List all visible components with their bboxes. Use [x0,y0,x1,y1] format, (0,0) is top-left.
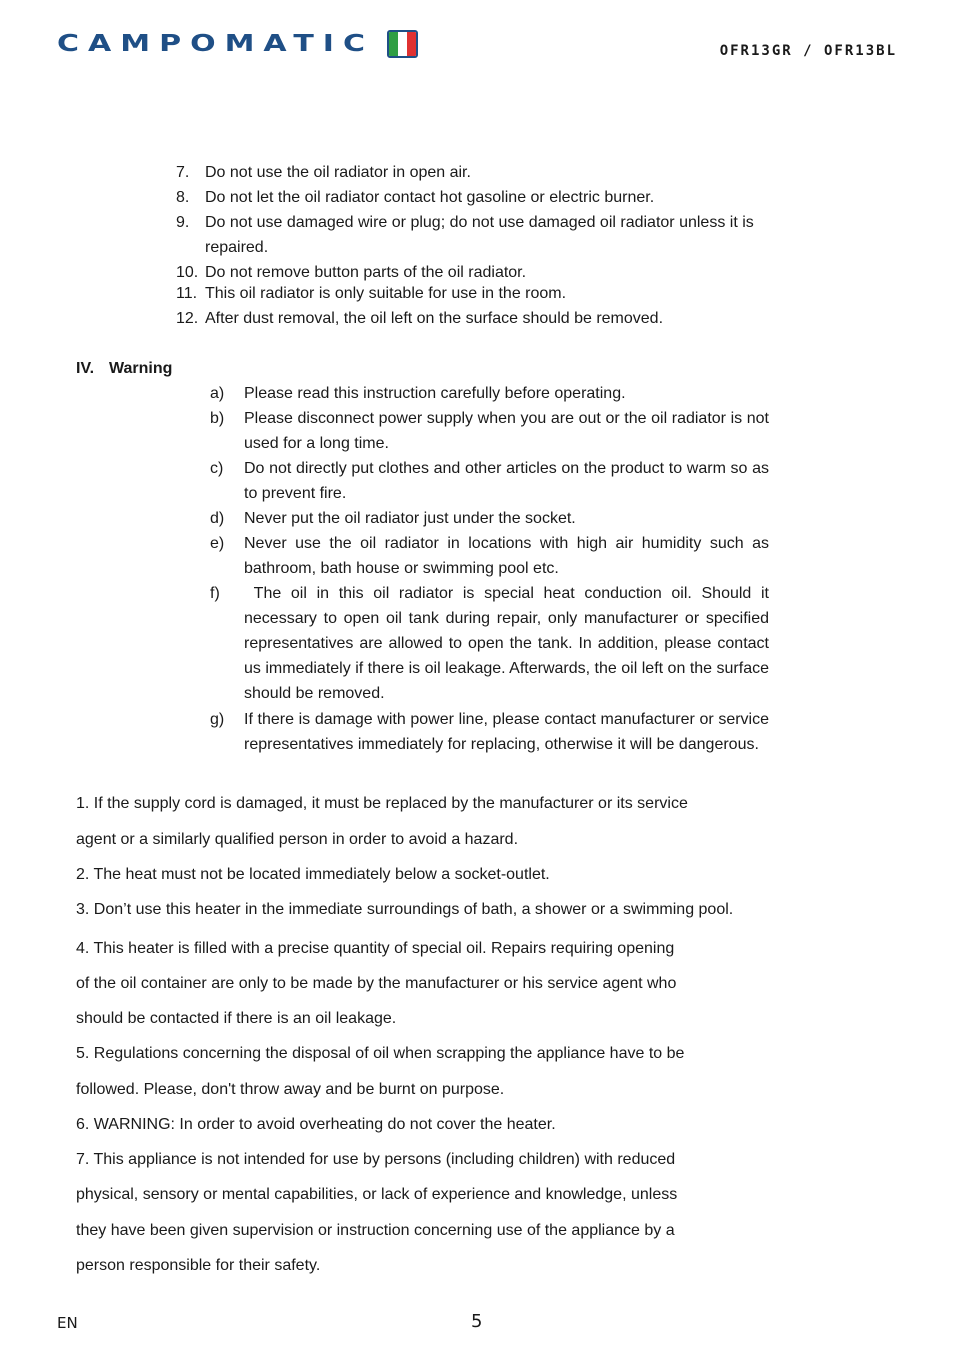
warning-list [210,381,774,757]
paragraph-line: person responsible for their safety. [76,1257,321,1274]
paragraph-line: 7. This appliance is not intended for use by persons (including children) with reduced [76,1151,676,1168]
list-item: f) The oil in this oil radiator is special heat conduction oil. Should it necessary to open oil tank during repair, only manufacturer or specified representatives are allowed to open the tank. In addition, please contact us immediately if there is oil leakage. Afterwards, the oil left on the surface should be removed. [210,585,774,702]
brand-logo [57,28,419,60]
paragraph-line: 2. The heat must not be located immediately below a socket-outlet. [76,866,550,883]
list-item: 7. Do not use the oil radiator in open air. [176,164,471,181]
footer-language: EN [57,1314,78,1332]
flag-stripe-green [389,32,398,56]
list-item: d) Never put the oil radiator just under the socket. [210,510,576,527]
paragraph-line: should be contacted if there is an oil leakage. [76,1010,397,1027]
safety-list [176,160,776,331]
paragraph-line: 1. If the supply cord is damaged, it must be replaced by the manufacturer or its service [76,795,688,812]
paragraph-line: 4. This heater is filled with a precise quantity of special oil. Repairs requiring opening [76,940,675,957]
brand-name: CAMPOMATIC [57,29,374,58]
list-item: b) Please disconnect power supply when you are out or the oil radiator is not used for a long time. [210,410,769,452]
paragraph-line: of the oil container are only to be made by the manufacturer or his service agent who [76,975,677,992]
list-item: 8. Do not let the oil radiator contact hot gasoline or electric burner. [176,189,655,206]
paragraph-line: 6. WARNING: In order to avoid overheating do not cover the heater. [76,1116,556,1133]
italian-flag-icon [387,30,418,58]
paragraph-line: 5. Regulations concerning the disposal of oil when scrapping the appliance have to be [76,1045,685,1062]
list-item: 9. Do not use damaged wire or plug; do not use damaged oil radiator unless it is repaired. [176,214,754,256]
section-heading-warning: IV. Warning [76,360,173,377]
paragraph-line: agent or a similarly qualified person in order to avoid a hazard. [76,831,519,848]
paragraph-line: they have been given supervision or instruction concerning use of the appliance by a [76,1222,675,1239]
list-item: c) Do not directly put clothes and other articles on the product to warm so as to prevent fire. [210,460,769,502]
list-item: e) Never use the oil radiator in locations with high air humidity such as bathroom, bath house or swimming pool etc. [210,535,769,577]
model-number: OFR13GR / OFR13BL [719,43,897,59]
paragraph-line: followed. Please, don't throw away and be burnt on purpose. [76,1081,505,1098]
list-item: 10. Do not remove button parts of the oil radiator. [176,264,527,281]
paragraph-line: 3. Don’t use this heater in the immediate surroundings of bath, a shower or a swimming pool. [76,901,734,918]
list-item: 11. This oil radiator is only suitable for use in the room. [176,285,567,302]
flag-stripe-red [407,32,416,56]
list-item: a) Please read this instruction carefully before operating. [210,385,626,402]
list-item: g) If there is damage with power line, please contact manufacturer or service representatives immediately for replacing, otherwise it will be dangerous. [210,711,769,753]
flag-stripe-white [398,32,407,56]
paragraph-line: physical, sensory or mental capabilities, or lack of experience and knowledge, unless [76,1186,678,1203]
list-item: 12. After dust removal, the oil left on the surface should be removed. [176,310,664,327]
page-number: 5 [471,1311,483,1332]
